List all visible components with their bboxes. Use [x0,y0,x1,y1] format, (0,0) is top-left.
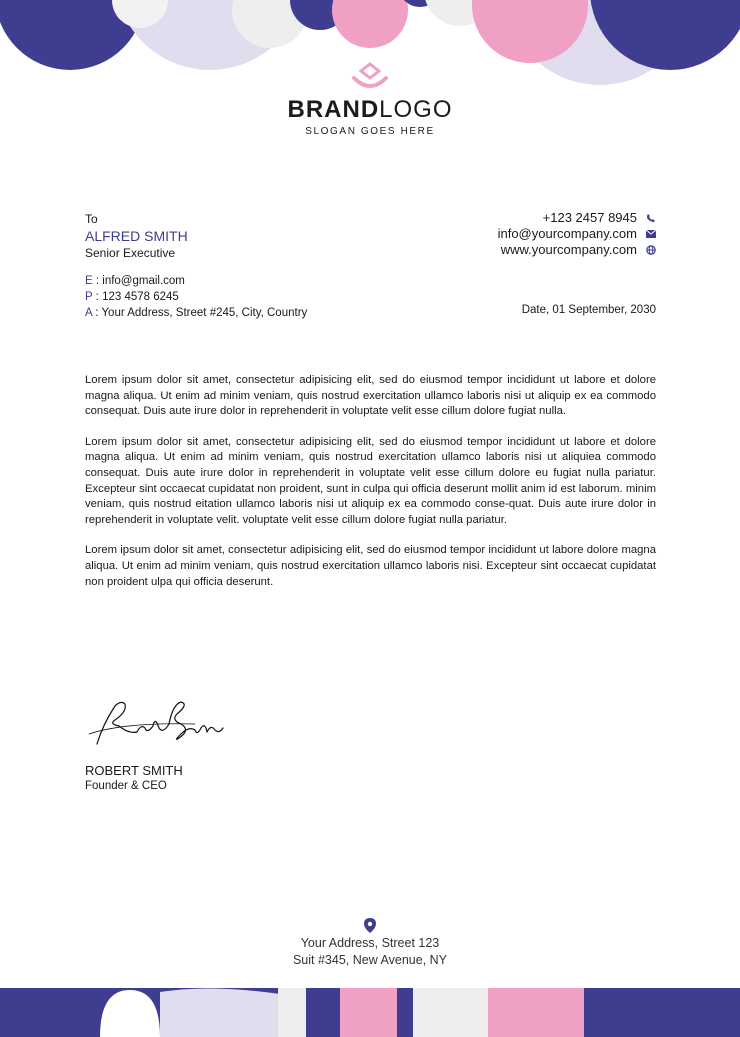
to-label: To [85,212,98,226]
recipient-block [85,211,188,261]
company-email: info@yourcompany.com [497,226,637,241]
sender-contact: E : info@gmail.com P : 123 4578 6245 A : Your Address, Street #245, City, Country [85,275,308,319]
letter-date: Date, 01 September, 2030 [521,304,656,316]
phone-icon [645,213,656,224]
location-pin-icon [364,918,376,933]
company-contact [498,210,656,258]
address-label: A [85,307,93,319]
footer-address [0,918,740,969]
sender-phone: 123 4578 6245 [102,291,179,303]
signer-title: Founder & CEO [85,780,167,792]
brand-mark-icon [350,60,390,92]
body-paragraph: Lorem ipsum dolor sit amet, consectetur adipisicing elit, sed do eiusmod tempor incididunt ut labore et dolore magna aliqua. Ut enim ad minim veniam, quis nostrud exercitation ullamco laboris nisi ut aliquip ex ea commodo consequat. Duis aute irure dolor in reprehenderit in voluptate velit esse cillum dolore fugiat nulla. [85,374,656,418]
sender-address: Your Address, Street #245, City, Country [101,307,308,319]
email-label: E [85,275,93,287]
footer-line-1: Your Address, Street 123 [300,936,440,950]
signer-name: ROBERT SMITH [85,763,183,778]
mail-icon [645,229,656,240]
company-phone: +123 2457 8945 [542,210,637,225]
body-paragraph: Lorem ipsum dolor sit amet, consectetur adipisicing elit, sed do eiusmod tempor incididunt ut labore dolore magna aliqua. Ut enim ad minim veniam, quis nostrud exercitation ullamco laboris nisi. Excepteur sint occaecat cupidatat non proident ulpa qui officia deserunt. [85,544,656,588]
recipient-title: Senior Executive [85,246,176,260]
brand-slogan: SLOGAN GOES HERE [305,126,435,137]
phone-label: P [85,291,93,303]
recipient-name: ALFRED SMITH [85,228,188,244]
brand-title: BRANDLOGO [287,96,453,123]
sender-email: info@gmail.com [102,275,185,287]
footer-line-2: Suit #345, New Avenue, NY [292,953,448,967]
footer-decoration [0,988,740,1037]
brand-block [0,60,740,137]
letter-body [85,373,656,605]
company-website: www.yourcompany.com [500,242,637,257]
globe-icon [645,245,656,256]
body-paragraph: Lorem ipsum dolor sit amet, consectetur adipisicing elit, sed do eiusmod tempor incididunt ut labore et dolore magna aliqua. Ut enim ad minim veniam, quis nostrud exercitation ullamco laboris nisi ut aliquiea commodo consequat. Duis aute irure dolor in reprehenderit in voluptate velit esse cillum dolore eu fugiat nulla pariatur. Excepteur sint occaecat cupidatat non proident, sunt in culpa qui officia deserunt mollit anim id est laborum. minim veniam, quis nostrud eitation ullamco laboris nisi ut aliquip ex ea commodo conse-quat. Duis aute irure dolor in reprehenderit in voluptate velit. voluptate velit esse cillum dolore fugiat nulla pariatur. [85,435,656,526]
signature-scribble [85,694,225,754]
